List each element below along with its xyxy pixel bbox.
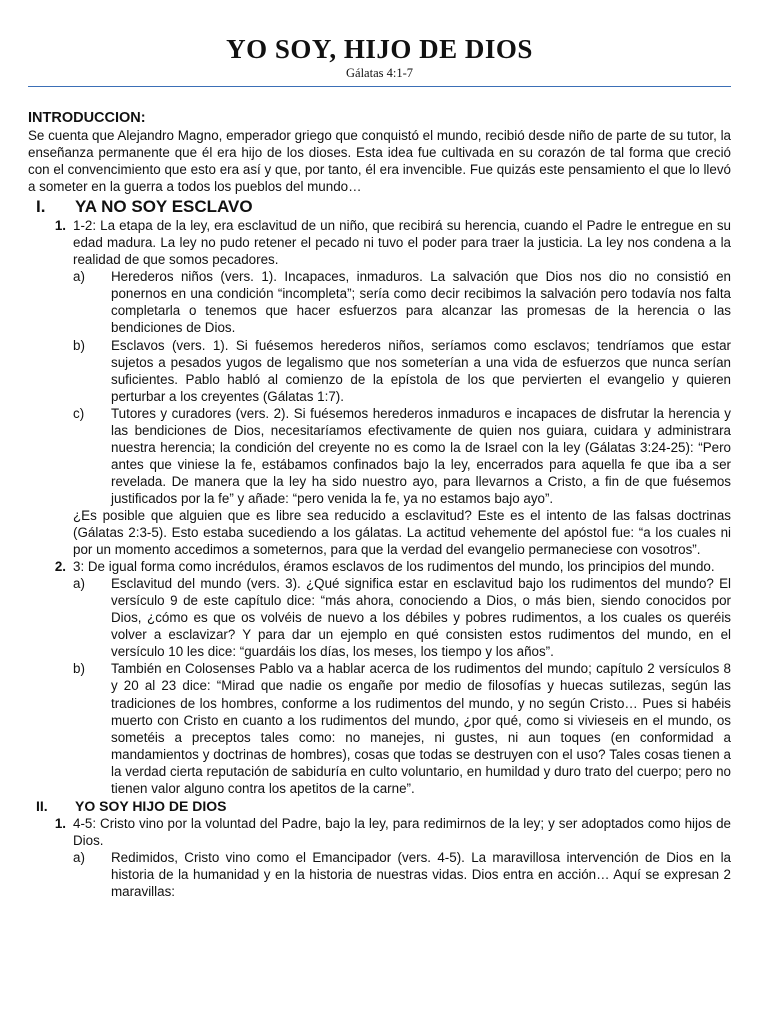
sub-item-text: Esclavos (vers. 1). Si fuésemos herederos niños, seríamos como esclavos; tendríamos que estar sujetos a pesados yugos de legalismo que nos someterían a una vida de esfuerzos que nunca serían suficientes. Pablo habló al comienzo de la epístola de los que pervierten el evangelio y quieren perturbar a los creyentes (Gálatas 1:7). bbox=[111, 337, 731, 404]
sub-item-letter: c) bbox=[73, 405, 85, 421]
sub-item bbox=[28, 268, 731, 336]
point-text: 1-2: La etapa de la ley, era esclavitud de un niño, que recibirá su herencia, cuando el Padre le entregue en su edad madura. La ley no pudo retener el pecado ni tuvo el poder para traer la justicia. La ley nos condena a la realidad de que somos pecadores. bbox=[73, 218, 731, 268]
point-text: 4-5: Cristo vino por la voluntad del Padre, bajo la ley, para redimirnos de la ley; y ser adoptados como hijos de Dios. bbox=[73, 816, 731, 849]
sub-item bbox=[28, 405, 731, 507]
sub-item-letter: a) bbox=[73, 850, 85, 866]
sub-item-letter: b) bbox=[73, 661, 85, 677]
sub-item-text: Herederos niños (vers. 1). Incapaces, inmaduros. La salvación que Dios nos dio no consistió en ponernos en una condición “incompleta”; sería como decir recibimos la salvación pero todavía nos falta completarla o tenemos que hacer esfuerzos para alcanzar las promesas de la herencia o las bendiciones de Dios. bbox=[111, 269, 731, 336]
sub-item-text: Redimidos, Cristo vino como el Emancipador (vers. 4-5). La maravillosa intervención de Dios en la historia de la humanidad y en la historia de nuestras vidas. Dios entra en acción… Aquí se expresan 2 maravillas: bbox=[111, 850, 731, 900]
scripture-reference: Gálatas 4:1-7 bbox=[346, 66, 413, 80]
sub-item-text: Esclavitud del mundo (vers. 3). ¿Qué significa estar en esclavitud bajo los rudimentos del mundo? El versículo 9 de este capítulo dice: “más ahora, conociendo a Dios, o más bien, siendo conocidos por Dios, ¿cómo es que os volvéis de nuevo a los débiles y pobres rudimentos, a los cuales os queréis volver a esclavizar? Y para dar un ejemplo en qué consisten estos rudimentos del mundo, en el versículo 10 les dice: “guardáis los días, los meses, los tiempo y los años”. bbox=[111, 576, 731, 660]
sub-item-text: Tutores y curadores (vers. 2). Si fuésemos herederos inmaduros e incapaces de disfrutar la herencia y las bendiciones de Dios, necesitaríamos efectivamente de quien nos guiara, cuidara y administrara nuestra herencia; la condición del creyente no es como la de Israel con la ley (Gálatas 3:24-25): “Pero antes que viniese la fe, estábamos confinados bajo la ley, encerrados para aquella fe que iba a ser revelada. De manera que la ley ha sido nuestro ayo, para llevarnos a Cristo, a fin de que fuésemos justificados por la fe” y añade: “pero venida la fe, ya no estamos bajo ayo”. bbox=[111, 405, 731, 506]
section-heading bbox=[28, 798, 731, 816]
intro-paragraph: Se cuenta que Alejandro Magno, emperador griego que conquistó el mundo, recibió desde niño de parte de su tutor, la enseñanza permanente que él era hijo de los dioses. Esta idea fue cultivada en su corazón de tal forma que creció con el convencimiento que esto era así y que, por tanto, él era invencible. Fue quizás este pensamiento el que lo llevó a someter en la guerra a todos los pueblos del mundo… bbox=[28, 128, 731, 195]
section-number: II. bbox=[36, 797, 48, 814]
sub-item bbox=[28, 849, 731, 900]
sub-item bbox=[28, 337, 731, 405]
list-item bbox=[28, 558, 731, 575]
sub-item bbox=[28, 575, 731, 660]
point-number: 2. bbox=[54, 559, 66, 575]
list-item bbox=[28, 815, 731, 849]
section-title: YO SOY HIJO DE DIOS bbox=[75, 797, 227, 814]
section-number: I. bbox=[36, 197, 46, 217]
point-text: 3: De igual forma como incrédulos, éramos esclavos de los rudimentos del mundo, los principios del mundo. bbox=[73, 559, 715, 575]
page-title: YO SOY, HIJO DE DIOS bbox=[226, 34, 533, 64]
point-number: 1. bbox=[54, 816, 66, 832]
point-note: ¿Es posible que alguien que es libre sea reducido a esclavitud? Este es el intento de las falsas doctrinas (Gálatas 2:3-5). Esto estaba sucediendo a los gálatas. La actitud vehemente del apóstol fue: “a los cuales ni por un momento accedimos a someternos, para que la verdad del evangelio permaneciese con vosotros”. bbox=[73, 507, 731, 558]
sub-item bbox=[28, 660, 731, 796]
sub-item-letter: b) bbox=[73, 337, 85, 353]
section-heading bbox=[28, 196, 731, 217]
list-item bbox=[28, 217, 731, 268]
sub-item-letter: a) bbox=[73, 269, 85, 285]
title-divider bbox=[28, 86, 731, 87]
section-title: YA NO SOY ESCLAVO bbox=[75, 197, 253, 217]
intro-heading: INTRODUCCION: bbox=[28, 110, 146, 126]
point-number: 1. bbox=[54, 218, 66, 234]
sub-item-letter: a) bbox=[73, 576, 85, 592]
sub-item-text: También en Colosenses Pablo va a hablar acerca de los rudimentos del mundo; capítulo 2 versículos 8 y 20 al 23 dice: “Mirad que nadie os engañe por medio de filosofías y huecas sutilezas, según las tradiciones de los hombres, conforme a los rudimentos del mundo, y no según Cristo… Pues si habéis muerto con Cristo en cuanto a los rudimentos del mundo, ¿por qué, como si vivieseis en el mundo, os sometéis a preceptos tales como: no manejes, ni gustes, ni aun toques (en conformidad a mandamientos y doctrinas de hombres), cosas que todas se destruyen con el uso? Tales cosas tienen a la verdad cierta reputación de sabiduría en culto voluntario, en humildad y duro trato del cuerpo; pero no tienen valor alguno contra los apetitos de la carne”. bbox=[111, 661, 731, 796]
